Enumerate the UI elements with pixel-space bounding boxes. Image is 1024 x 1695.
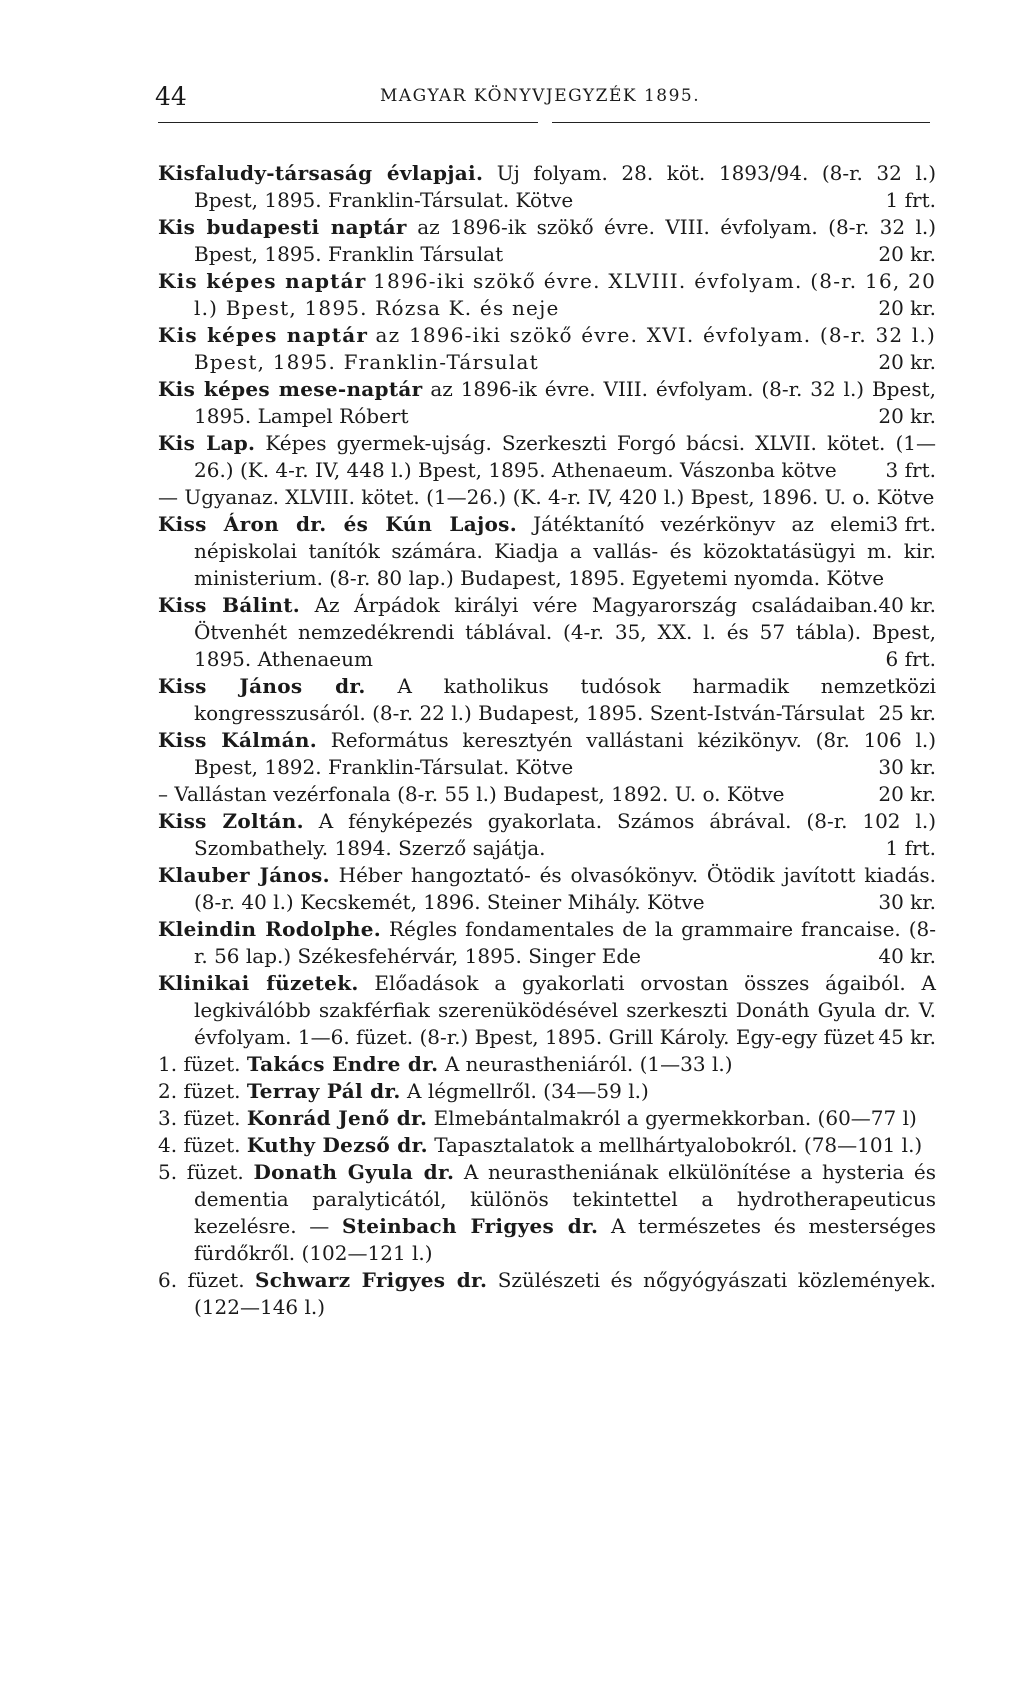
list-item: Kiss János dr. A katholikus tudósok harmadik nemzetközi kongresszusáról. (8-r. 22 l.) Budapest, 1895. Szent-István-Társulat 25 kr. bbox=[158, 674, 936, 725]
list-item: Kis képes mese-naptár az 1896-ik évre. VIII. évfolyam. (8-r. 32 l.) Bpest, 1895. Lampel Róbert 20 kr. bbox=[158, 377, 936, 428]
header-rule-right bbox=[552, 122, 930, 123]
list-item: Kiss Kálmán. Református keresztyén vallástani kézikönyv. (8r. 106 l.) Bpest, 1892. Franklin-Társulat. Kötve 30 kr. bbox=[158, 728, 936, 779]
page-number: 44 bbox=[155, 82, 187, 111]
running-title: MAGYAR KÖNYVJEGYZÉK 1895. bbox=[380, 86, 701, 106]
list-item: – Vallástan vezérfonala (8-r. 55 l.) Budapest, 1892. U. o. Kötve 20 kr. bbox=[158, 782, 936, 806]
list-item: Kis képes naptár az 1896-iki szökő évre. XVI. évfolyam. (8-r. 32 l.) Bpest, 1895. Franklin-Társulat 20 kr. bbox=[158, 323, 937, 374]
sub-list-item: 2. füzet. Terray Pál dr. A légmellről. (34—59 l.) bbox=[158, 1079, 649, 1103]
list-item: Klinikai füzetek. Előadások a gyakorlati orvostan összes ágaiból. A legkiválóbb szakférfiak szerenüködésével szerkeszti Donáth Gyula dr. V. évfolyam. 1—6. füzet. (8-r.) Bpest, 1895. Grill Károly. Egy-egy füzet 45 kr. bbox=[158, 971, 936, 1049]
list-item: Kis Lap. Képes gyermek-ujság. Szerkeszti Forgó bácsi. XLVII. kötet. (1—26.) (K. 4-r. IV, 448 l.) Bpest, 1895. Athenaeum. Vászonba kötve 3 frt. bbox=[158, 431, 936, 482]
list-item: Kiss Zoltán. A fényképezés gyakorlata. Számos ábrával. (8-r. 102 l.) Szombathely. 1894. Szerző sajátja. 1 frt. bbox=[158, 809, 936, 860]
sub-list-item: 4. füzet. Kuthy Dezső dr. Tapasztalatok a mellhártyalobokról. (78—101 l.) bbox=[158, 1133, 923, 1157]
list-item: Klauber János. Héber hangoztató- és olvasókönyv. Ötödik javított kiadás. (8-r. 40 l.) Kecskemét, 1896. Steiner Mihály. Kötve 30 kr. bbox=[158, 863, 936, 914]
entry-list bbox=[158, 160, 936, 1321]
sub-list-item: 3. füzet. Konrád Jenő dr. Elmebántalmakról a gyermekkorban. (60—77 l) bbox=[158, 1106, 917, 1130]
list-item: Kis képes naptár 1896-iki szökő évre. XLVIII. évfolyam. (8-r. 16, 20 l.) Bpest, 1895. Rózsa K. és neje 20 kr. bbox=[158, 269, 937, 320]
list-item: — Ugyanaz. XLVIII. kötet. (1—26.) (K. 4-r. IV, 420 l.) Bpest, 1896. U. o. Kötve 3 frt. bbox=[158, 485, 936, 536]
list-item: Kis budapesti naptár az 1896-ik szökő évre. VIII. évfolyam. (8-r. 32 l.) Bpest, 1895. Franklin Társulat 20 kr. bbox=[158, 215, 937, 266]
list-item: Kleindin Rodolphe. Régles fondamentales de la grammaire francaise. (8-r. 56 lap.) Székesfehérvár, 1895. Singer Ede 40 kr. bbox=[158, 917, 936, 968]
list-item: Kiss Áron dr. és Kún Lajos. Játéktanító vezérkönyv az elemi népiskolai tanítók számára. Kiadja a vallás- és közoktatásügyi m. kir. ministerium. (8-r. 80 lap.) Budapest, 1895. Egyetemi nyomda. Kötve 40 kr. bbox=[158, 512, 936, 617]
list-item: Kiss Bálint. Az Árpádok királyi vére Magyarország családaiban. Ötvenhét nemzedékrendi táblával. (4-r. 35, XX. l. és 57 tábla). Bpest, 1895. Athenaeum 6 frt. bbox=[158, 593, 936, 671]
page-header bbox=[155, 82, 935, 112]
sub-list-item: 1. füzet. Takács Endre dr. A neurastheniáról. (1—33 l.) bbox=[158, 1052, 733, 1076]
list-item: Kisfaludy-társaság évlapjai. Uj folyam. 28. köt. 1893/94. (8-r. 32 l.) Bpest, 1895. Franklin-Társulat. Kötve 1 frt. bbox=[158, 161, 937, 212]
header-rule-left bbox=[158, 122, 538, 123]
sub-list-item: 6. füzet. Schwarz Frigyes dr. Szülészeti és nőgyógyászati közlemények. (122—146 l.) bbox=[158, 1268, 936, 1319]
sub-list-item: 5. füzet. Donath Gyula dr. A neurastheniának elkülönítése a hysteria és dementia paralyticától, különös tekintettel a hydrotherapeuticus kezelésre. — Steinbach Frigyes dr. A természetes és mesterséges fürdőkről. (102—121 l.) bbox=[158, 1160, 937, 1265]
